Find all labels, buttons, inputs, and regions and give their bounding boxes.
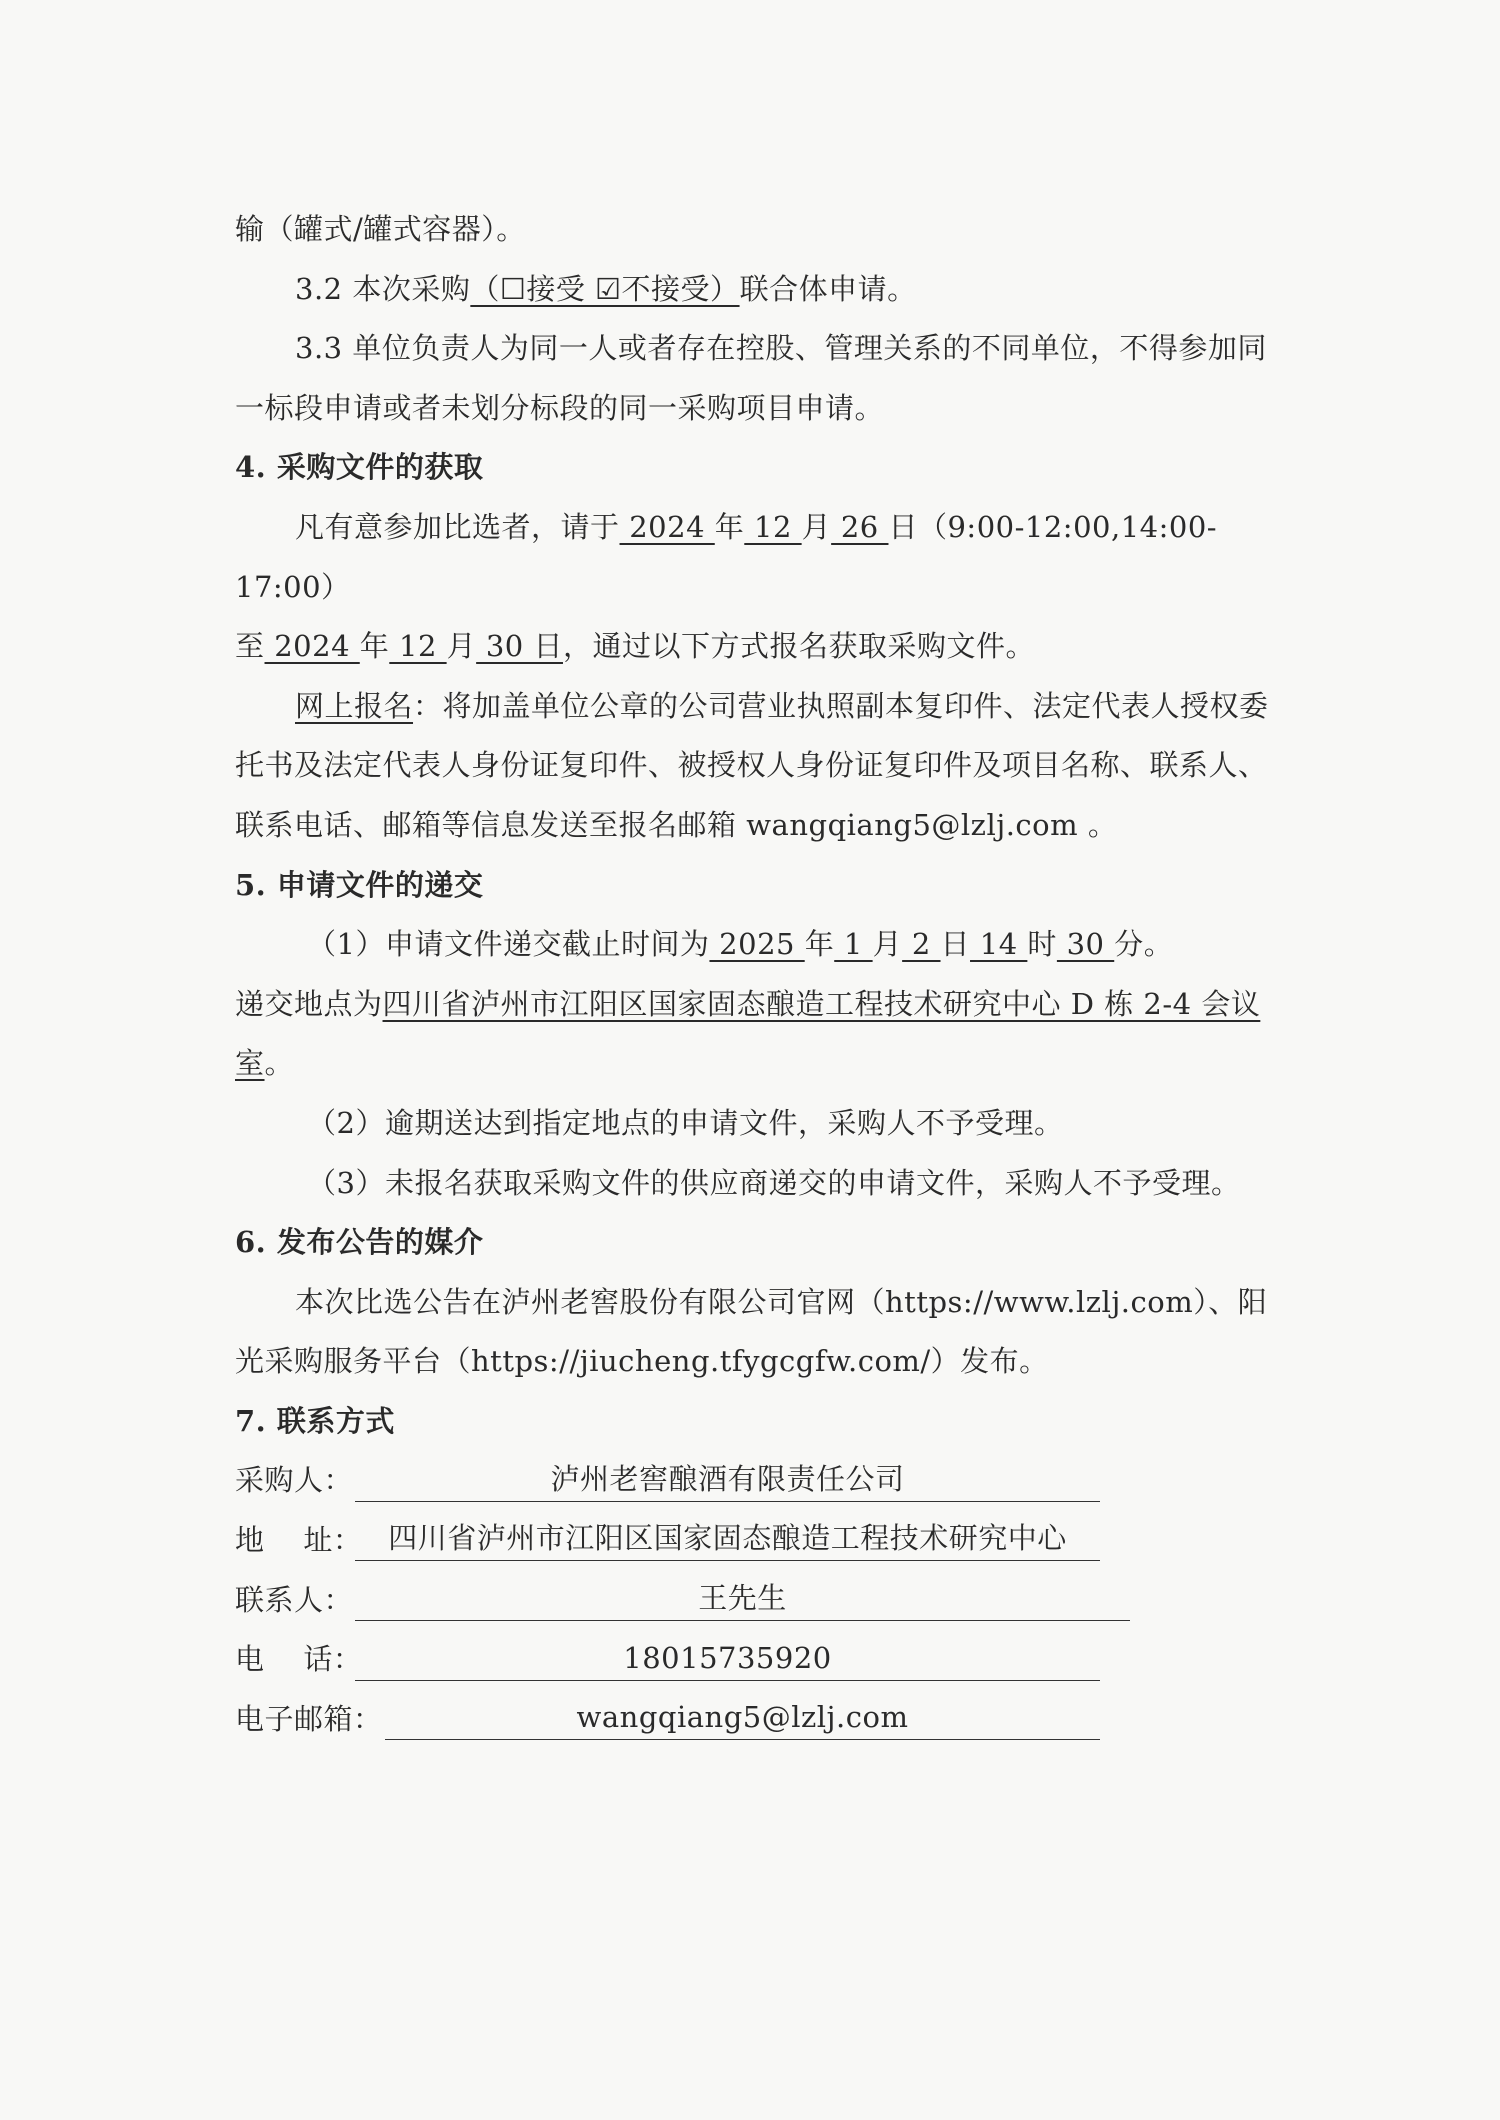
- contact-person: 联系人： 王先生: [235, 1571, 1285, 1631]
- end-day: 30 日: [476, 629, 563, 664]
- start-month: 12: [744, 509, 802, 544]
- heading-section-6: 6. 发布公告的媒介: [235, 1225, 484, 1260]
- phone-value: 18015735920: [355, 1636, 1100, 1681]
- address-value: 四川省泸州市江阳区国家固态酿造工程技术研究中心: [355, 1516, 1100, 1561]
- continuation-line: 输（罐式/罐式容器）。: [235, 212, 526, 246]
- heading-section-4: 4. 采购文件的获取: [235, 450, 484, 485]
- email-value: wangqiang5@lzlj.com: [385, 1695, 1100, 1740]
- start-year: 2024: [619, 509, 715, 544]
- section-5-item-3: （3）未报名获取采购文件的供应商递交的申请文件，采购人不予受理。: [307, 1165, 1241, 1200]
- end-year: 2024: [264, 629, 360, 664]
- deadline-month: 1: [834, 927, 873, 962]
- section-6-line2: 光采购服务平台（https://jiucheng.tfygcgfw.com/）发布。: [235, 1344, 1049, 1379]
- person-value: 王先生: [355, 1576, 1130, 1621]
- deadline-year: 2025: [709, 927, 805, 962]
- deadline-hour: 14: [970, 927, 1028, 962]
- heading-section-5: 5. 申请文件的递交: [235, 867, 484, 902]
- section-3-2: 3.2 本次采购（☐接受 ☑不接受）联合体申请。: [295, 271, 917, 306]
- end-month: 12: [389, 629, 447, 664]
- submission-place-end: 室: [235, 1046, 265, 1081]
- section-3-3-line1: 3.3 单位负责人为同一人或者存在控股、管理关系的不同单位，不得参加同: [295, 331, 1267, 366]
- contact-address: 地 址： 四川省泸州市江阳区国家固态酿造工程技术研究中心: [235, 1511, 1285, 1571]
- deadline-day: 2: [902, 927, 941, 962]
- online-registration: 网上报名：将加盖单位公章的公司营业执照副本复印件、法定代表人授权委 托书及法定代表人身份证复印件、被授权人身份证复印件及项目名称、联系人、 联系电话、邮箱等信息发送至报名邮箱 wangqiang5@lzlj.com 。: [235, 688, 1269, 842]
- online-registration-label: 网上报名: [295, 688, 414, 723]
- buyer-value: 泸州老窖酿酒有限责任公司: [355, 1457, 1100, 1502]
- contact-phone: 电 话： 18015735920: [235, 1630, 1285, 1690]
- deadline-minute: 30: [1056, 927, 1115, 962]
- consortium-options: （☐接受 ☑不接受）: [470, 271, 740, 306]
- start-day: 26: [831, 509, 889, 544]
- section-3-3-line2: 一标段申请或者未划分标段的同一采购项目申请。: [235, 390, 885, 425]
- contact-email: 电子邮箱： wangqiang5@lzlj.com: [235, 1690, 1285, 1750]
- submission-place: 四川省泸州市江阳区国家固态酿造工程技术研究中心 D 栋 2-4 会议: [382, 986, 1261, 1021]
- section-6-line1: 本次比选公告在泸州老窖股份有限公司官网（https://www.lzlj.com）、阳: [295, 1284, 1268, 1319]
- section-5-item-1: （1）申请文件递交截止时间为 2025 年 1 月 2 日 14 时 30 分。 递交地点为四川省泸州市江阳区国家固态酿造工程技术研究中心 D 栋 2-4 会议 室。: [235, 927, 1261, 1081]
- document-body: [235, 200, 1285, 1749]
- section-4-paragraph: 凡有意参加比选者，请于 2024 年 12 月 26 日（9:00-12:00,14:00-17:00） 至 2024 年 12 月 30 日，通过以下方式报名获取采购文件。: [235, 509, 1218, 664]
- heading-section-7: 7. 联系方式: [235, 1403, 395, 1438]
- contact-buyer: 采购人： 泸州老窖酿酒有限责任公司: [235, 1451, 1285, 1511]
- section-5-item-2: （2）逾期送达到指定地点的申请文件，采购人不予受理。: [307, 1105, 1064, 1140]
